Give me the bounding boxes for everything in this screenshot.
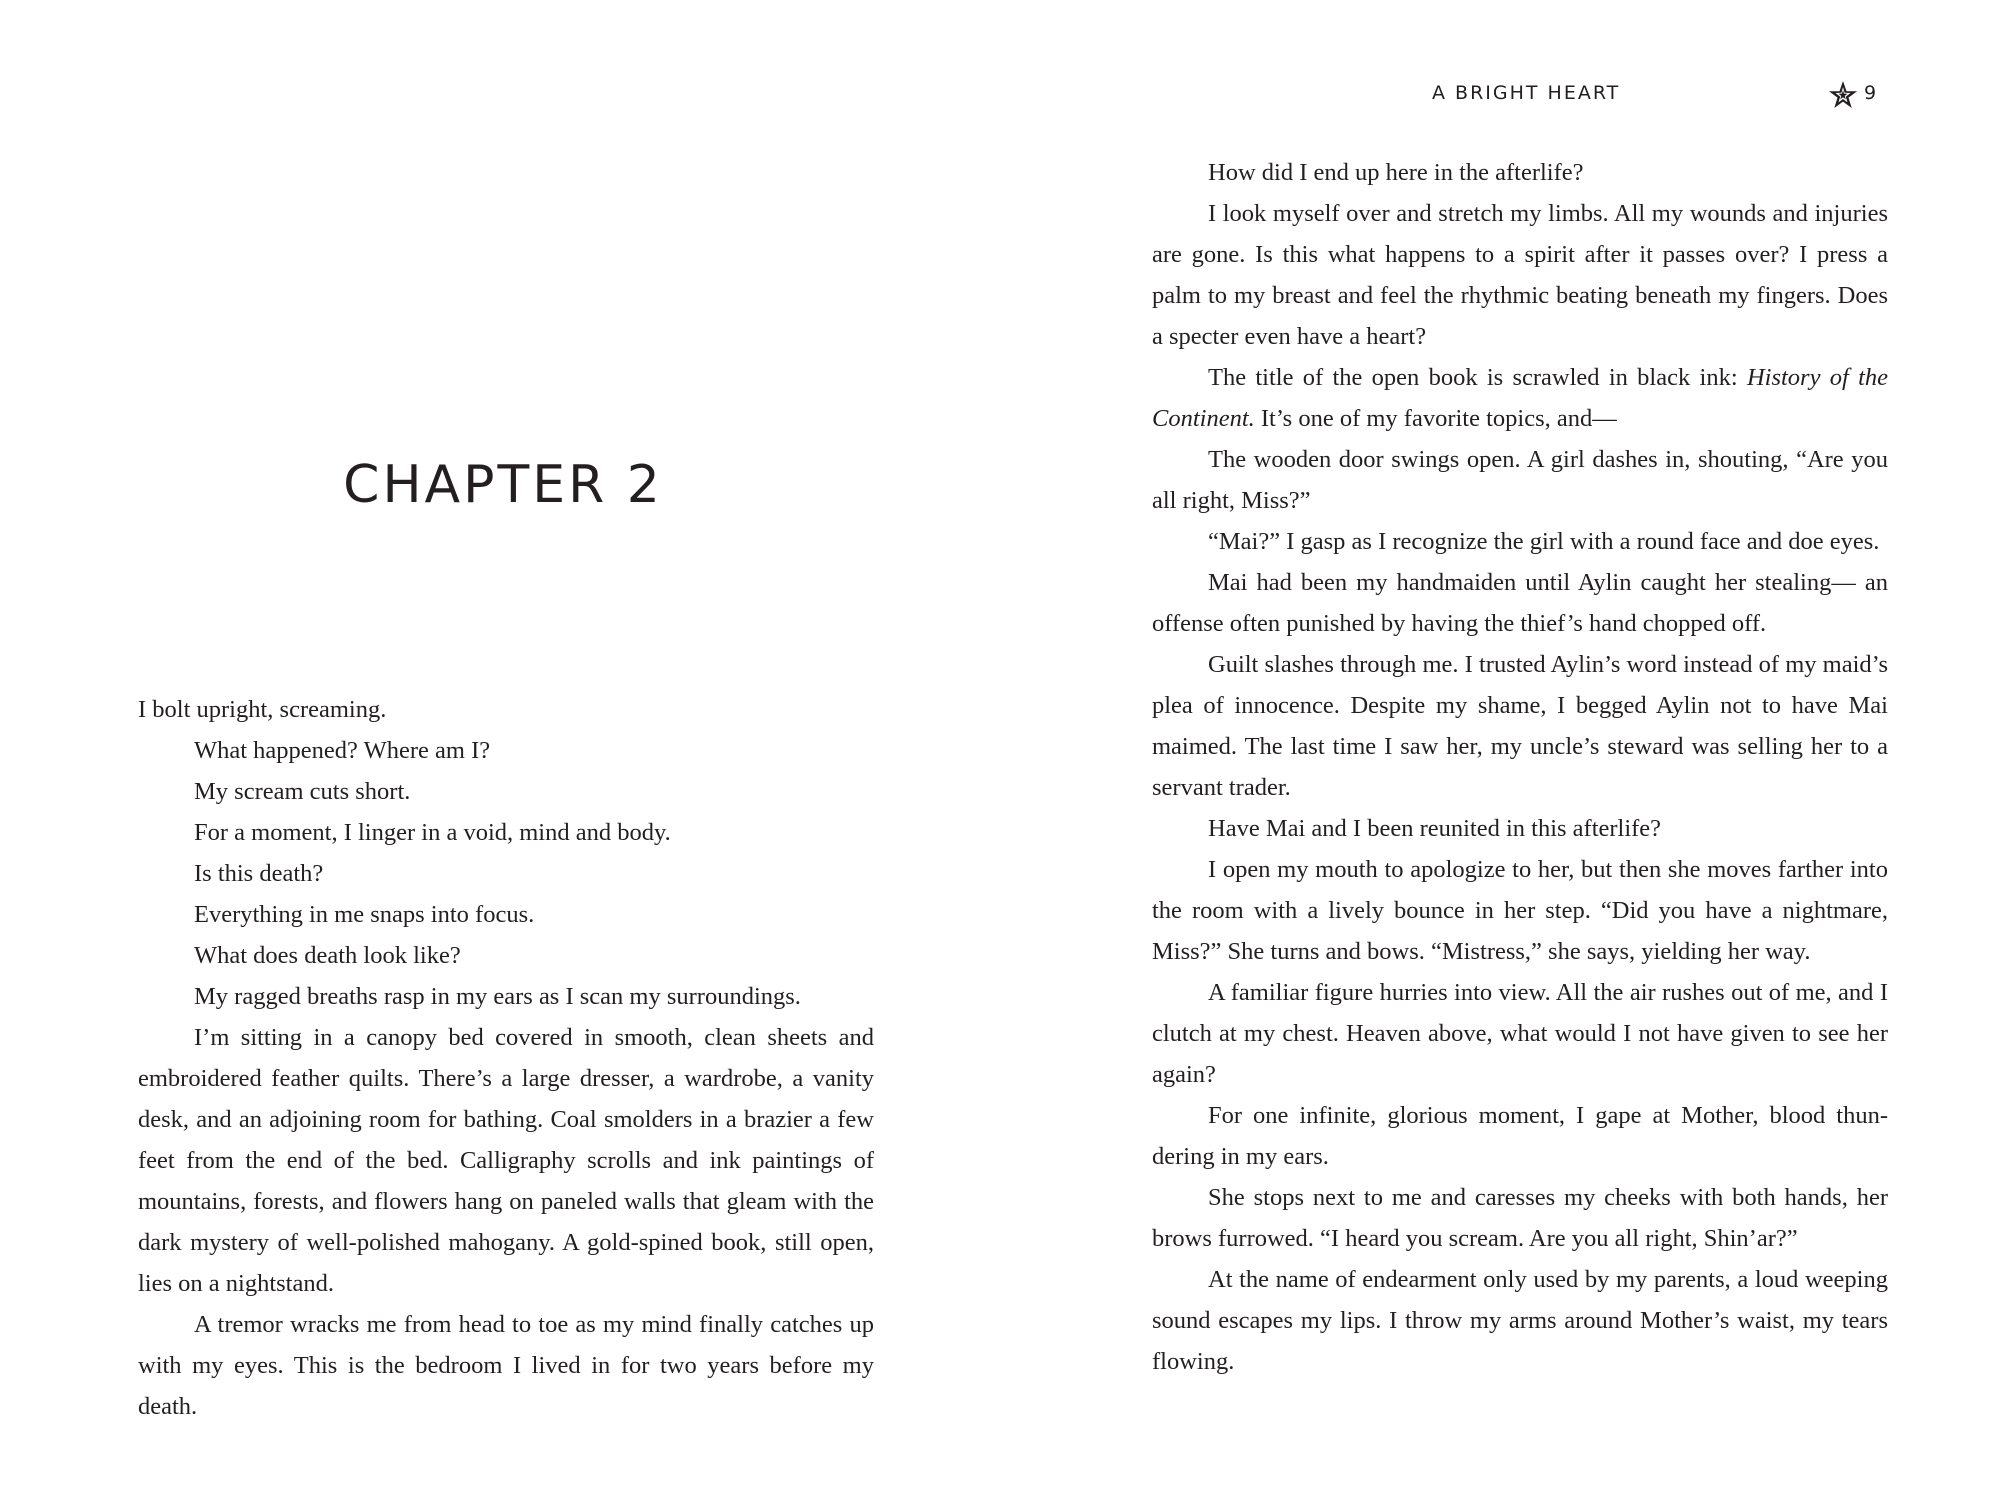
star-icon	[1828, 80, 1858, 110]
paragraph: My scream cuts short.	[194, 778, 411, 805]
chapter-title: CHAPTER 2	[343, 455, 663, 515]
paragraph: A familiar figure hurries into view. All the air rushes out of me, and I clutch at my chest. Heaven above, what would I not have given to see her again?	[1152, 979, 1888, 1088]
right-page-text	[1152, 152, 1888, 1382]
paragraph: My ragged breaths rasp in my ears as I scan my surroundings.	[194, 983, 801, 1010]
book-title: History of the Continent.	[1152, 364, 1888, 432]
paragraph: Is this death?	[194, 860, 324, 887]
left-page-text	[138, 689, 874, 1427]
paragraph: Everything in me snaps into focus.	[194, 901, 535, 928]
paragraph: Guilt slashes through me. I trusted Aylin’s word instead of my maid’s plea of innocence. Despite my shame, I begged Aylin not to have Mai maimed. The last time I saw her, my uncle’s steward was selling her to a servant trader.	[1152, 651, 1888, 801]
running-head-title: A BRIGHT HEART	[1432, 82, 1621, 104]
paragraph: What does death look like?	[194, 942, 461, 969]
paragraph: For one infinite, glorious moment, I gape at Mother, blood thundering in my ears.	[1152, 1102, 1888, 1170]
running-head	[1000, 80, 2000, 110]
paragraph: What happened? Where am I?	[194, 737, 491, 764]
right-page	[1000, 0, 2000, 1500]
paragraph: Have Mai and I been reunited in this afterlife?	[1208, 815, 1662, 842]
page-number: 9	[1864, 82, 1877, 104]
paragraph: I open my mouth to apologize to her, but then she moves farther into the room with a lively bounce in her step. “Did you have a nightmare, Miss?” She turns and bows. “Mistress,” she says, yielding her way.	[1152, 856, 1888, 965]
paragraph: She stops next to me and caresses my cheeks with both hands, her brows furrowed. “I heard you scream. Are you all right, Shin’ar?”	[1152, 1184, 1888, 1252]
paragraph: How did I end up here in the afterlife?	[1208, 159, 1584, 186]
paragraph: Mai had been my handmaiden until Aylin caught her stealing— an offense often punished by having the thief’s hand chopped off.	[1152, 569, 1888, 637]
paragraph: A tremor wracks me from head to toe as my mind finally catches up with my eyes. This is the bedroom I lived in for two years before my death.	[138, 1311, 874, 1420]
paragraph: “Mai?” I gasp as I recognize the girl with a round face and doe eyes.	[1208, 528, 1880, 555]
paragraph-text: It’s one of my favorite topics, and—	[1254, 405, 1617, 432]
paragraph-text: The title of the open book is scrawled in black ink:	[1208, 364, 1747, 391]
paragraph: At the name of endearment only used by my parents, a loud weeping sound escapes my lips. I throw my arms around Mother’s waist, my tears flowing.	[1152, 1266, 1888, 1375]
paragraph: I bolt upright, screaming.	[138, 696, 387, 723]
paragraph	[1152, 357, 1888, 439]
paragraph: The wooden door swings open. A girl dashes in, shouting, “Are you all right, Miss?”	[1152, 446, 1888, 514]
paragraph: For a moment, I linger in a void, mind and body.	[194, 819, 671, 846]
paragraph: I look myself over and stretch my limbs. All my wounds and injuries are gone. Is this what happens to a spirit after it passes over? I press a palm to my breast and feel the rhythmic beating beneath my fingers. Does a specter even have a heart?	[1152, 200, 1888, 350]
paragraph: I’m sitting in a canopy bed covered in smooth, clean sheets and embroidered feather quilts. There’s a large dresser, a wardrobe, a vanity desk, and an adjoining room for bathing. Coal smolders in a brazier a few feet from the end of the bed. Calligraphy scrolls and ink paintings of mountains, forests, and flowers hang on paneled walls that gleam with the dark mystery of well-polished mahogany. A gold-spined book, still open, lies on a nightstand.	[138, 1024, 874, 1297]
